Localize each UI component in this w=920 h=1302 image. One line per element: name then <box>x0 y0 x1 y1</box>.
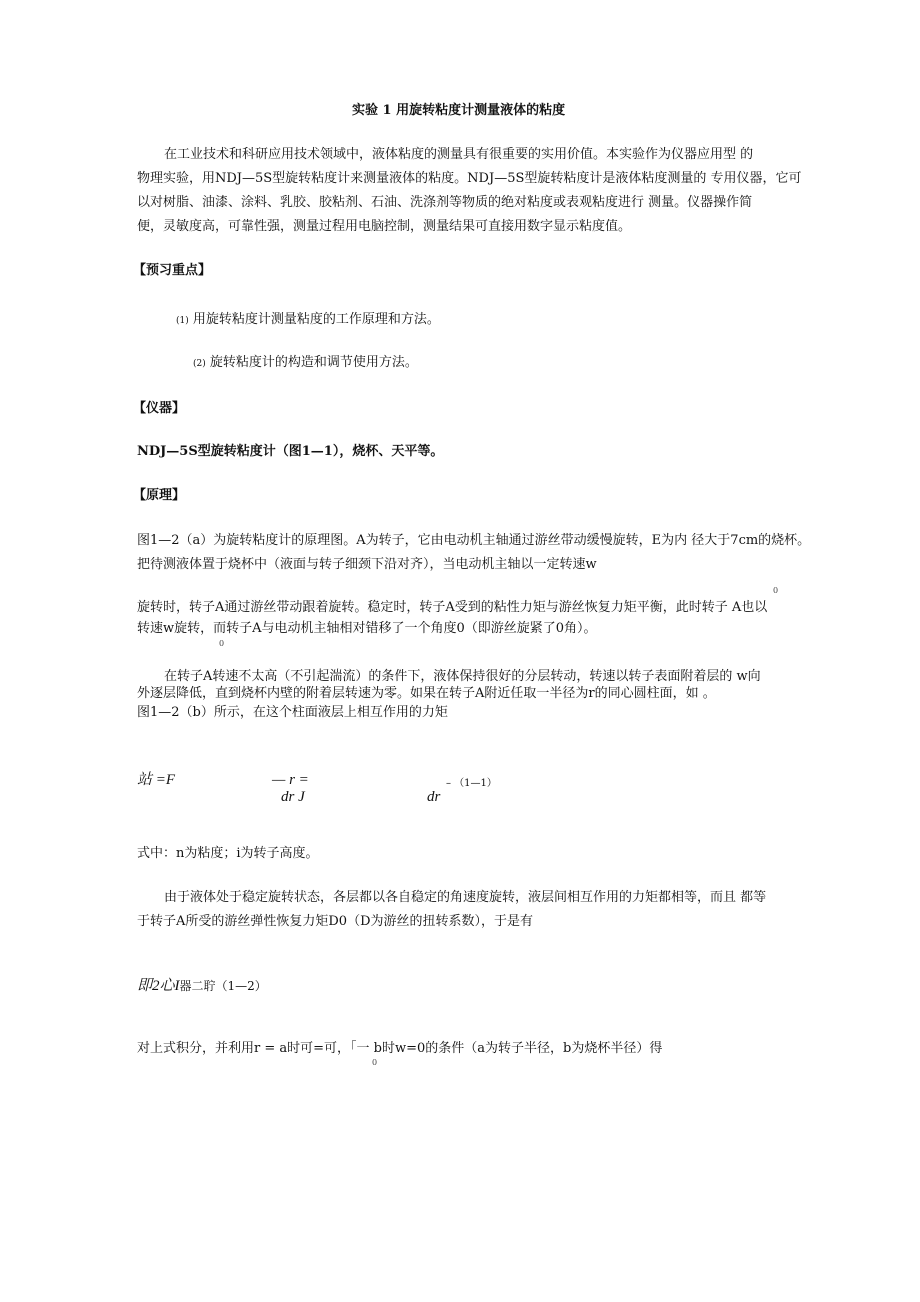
equation-rest: 器二聍（1—2） <box>179 979 267 993</box>
preview-item-text: 旋转粘度计的构造和调节使用方法。 <box>209 355 418 370</box>
principle-line: 图1—2（b）所示，在这个柱面液层上相互作用的力矩 <box>137 705 448 720</box>
principle-line: 旋转时，转子A通过游丝带动跟着旋转。稳定时，转子A受到的粘性力矩与游丝恢复力矩平衡，此时转子 A也以 <box>137 600 768 615</box>
equation-1-2 <box>137 978 267 995</box>
principle-line: 图1—2（a）为旋转粘度计的原理图。A为转子，它由电动机主轴通过游丝带动缓慢旋转，E为内 径大于7cm的烧杯。 <box>137 533 811 548</box>
preview-item-text: 用旋转粘度计测量粘度的工作原理和方法。 <box>192 312 440 327</box>
preview-item-2 <box>193 355 418 372</box>
subscript-mark: 0 <box>372 1058 378 1067</box>
where-line: 式中：n为粘度；i为转子高度。 <box>137 846 319 861</box>
subscript-mark: 0 <box>773 586 779 595</box>
equation-right-bottom: dr <box>427 789 441 805</box>
instruments-heading: 【仪器】 <box>133 401 186 416</box>
integration-line: 对上式积分，并利用r = a时可=可，「一 b时w=0的条件（a为转子半径，b为烧杯半径）得 <box>137 1041 663 1056</box>
preview-heading: 【预习重点】 <box>133 263 212 278</box>
principle-line: 外逐层降低，直到烧杯内壁的附着层转速为零。如果在转子A附近任取一半径为r的同心圆柱面，如 。 <box>137 686 716 701</box>
intro-line: 物理实验，用NDJ—5S型旋转粘度计来测量液体的粘度。NDJ—5S型旋转粘度计是液体粘度测量的 专用仪器，它可 <box>137 171 802 186</box>
equation-lhs: 站 =F <box>137 772 176 788</box>
equation-lhs: 即2心I <box>137 978 180 994</box>
intro-line: 在工业技术和科研应用技术领域中，液体粘度的测量具有很重要的实用价值。本实验作为仪器应用型 的 <box>164 147 754 162</box>
paragraph-line: 由于液体处于稳定旋转状态，各层都以各自稳定的角速度旋转，液层间相互作用的力矩都相等，而且 都等 <box>164 890 767 905</box>
subscript-mark: 0 <box>219 639 225 648</box>
intro-line: 便，灵敏度高，可靠性强，测量过程用电脑控制，测量结果可直接用数字显示粘度值。 <box>137 219 632 234</box>
preview-item-1 <box>176 312 440 329</box>
paragraph-line: 于转子A所受的游丝弹性恢复力矩D0（D为游丝的扭转系数），于是有 <box>137 914 534 929</box>
principle-heading: 【原理】 <box>133 488 186 503</box>
equation-number: – （1—1） <box>446 778 497 789</box>
equation-mid-top: — r = <box>272 772 309 788</box>
instruments-text: NDJ—5S型旋转粘度计（图1—1），烧杯、天平等。 <box>137 444 444 459</box>
principle-line: 在转子A转速不太高（不引起湍流）的条件下，液体保持很好的分层转动，转速以转子表面附着层的 w向 <box>164 669 761 684</box>
intro-line: 以对树脂、油漆、涂料、乳胶、胶粘剂、石油、洗涤剂等物质的绝对粘度或表观粘度进行 测量。仪器操作简 <box>137 195 753 210</box>
equation-mid-bottom: dr J <box>281 789 305 805</box>
preview-item-number: (1) <box>176 316 189 326</box>
principle-line: 转速w旋转，而转子A与电动机主轴相对错移了一个角度0（即游丝旋紧了0角）。 <box>137 621 597 636</box>
preview-item-number: (2) <box>193 359 206 369</box>
page-title: 实验 1 用旋转粘度计测量液体的粘度 <box>352 103 566 118</box>
principle-line: 把待测液体置于烧杯中（液面与转子细颈下沿对齐），当电动机主轴以一定转速w <box>137 557 597 572</box>
